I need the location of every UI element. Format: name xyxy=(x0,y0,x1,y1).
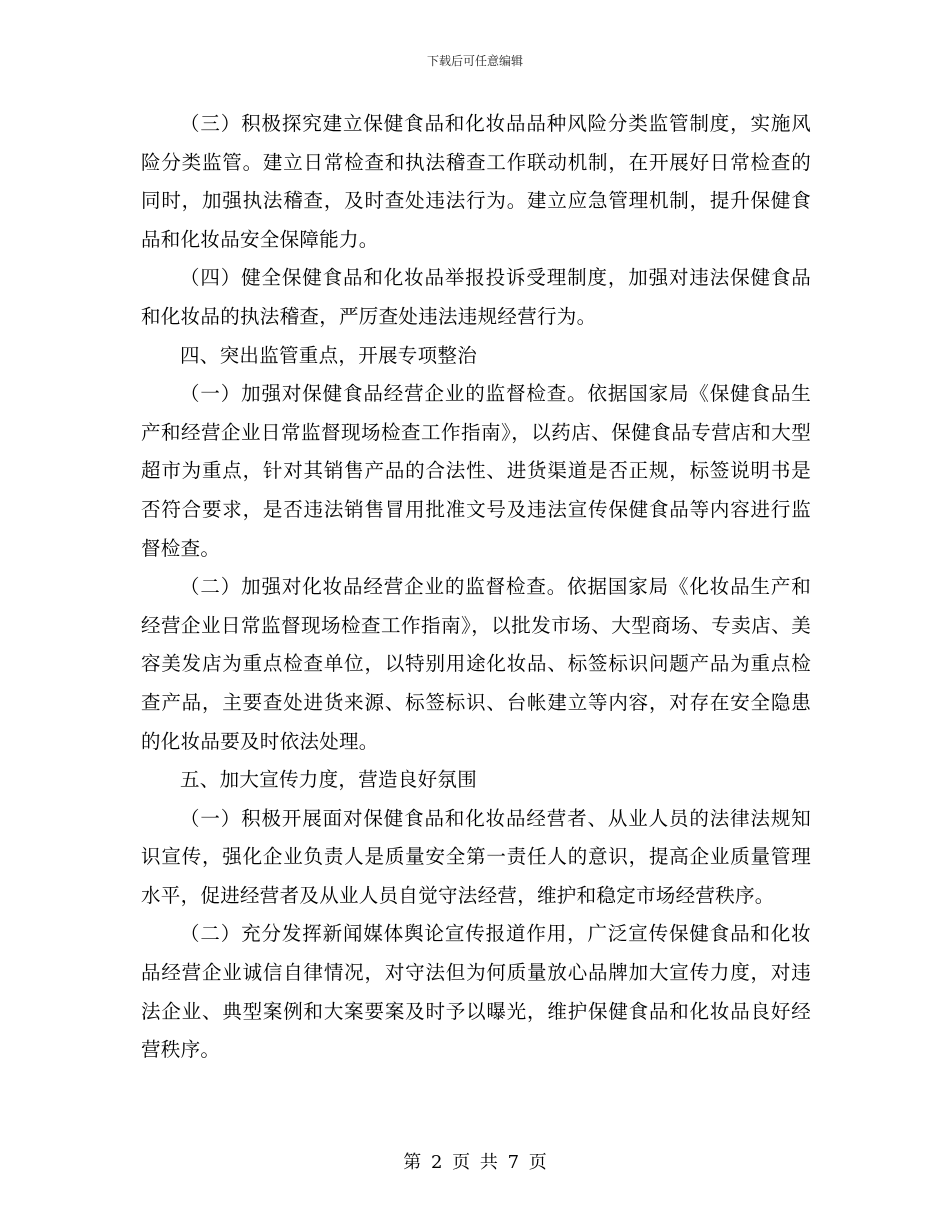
paragraph-4: （二）加强对化妆品经营企业的监督检查。依据国家局《化妆品生产和经营企业日常监督现场检查工作指南》，以批发市场、大型商场、专卖店、美容美发店为重点检查单位，以特别用途化妆品、标签标识问题产品为重点检查产品，主要查处进货来源、标签标识、台帐建立等内容，对存在安全隐患的化妆品要及时依法处理。 xyxy=(141,575,811,753)
paragraph-1: （三）积极探究建立保健食品和化妆品品种风险分类监管制度，实施风险分类监管。建立日常检查和执法稽查工作联动机制，在开展好日常检查的同时，加强执法稽查，及时查处违法行为。建立应急管理机制，提升保健食品和化妆品安全保障能力。 xyxy=(141,112,811,251)
paragraph-3: （一）加强对保健食品经营企业的监督检查。依据国家局《保健食品生产和经营企业日常监督现场检查工作指南》，以药店、保健食品专营店和大型超市为重点，针对其销售产品的合法性、进货渠道是否正规，标签说明书是否符合要求，是否违法销售冒用批准文号及违法宣传保健食品等内容进行监督检查。 xyxy=(141,382,811,560)
page-number: 第 2 页 共 7 页 xyxy=(403,1152,547,1173)
document-body xyxy=(141,105,811,1070)
paragraph-5: （一）积极开展面对保健食品和化妆品经营者、从业人员的法律法规知识宣传，强化企业负责人是质量安全第一责任人的意识，提高企业质量管理水平，促进经营者及从业人员自觉守法经营，维护和稳定市场经营秩序。 xyxy=(141,806,811,907)
section-heading-4: 四、突出监管重点，开展专项整治 xyxy=(180,343,478,367)
page-header: 下载后可任意编辑 xyxy=(426,54,523,68)
section-heading-5: 五、加大宣传力度，营造良好氛围 xyxy=(180,768,478,792)
paragraph-2: （四）健全保健食品和化妆品举报投诉受理制度，加强对违法保健食品和化妆品的执法稽查，严厉查处违法违规经营行为。 xyxy=(141,266,811,328)
paragraph-6: （二）充分发挥新闻媒体舆论宣传报道作用，广泛宣传保健食品和化妆品经营企业诚信自律情况，对守法但为何质量放心品牌加大宣传力度，对违法企业、典型案例和大案要案及时予以曝光，维护保健食品和化妆品良好经营秩序。 xyxy=(141,922,811,1062)
